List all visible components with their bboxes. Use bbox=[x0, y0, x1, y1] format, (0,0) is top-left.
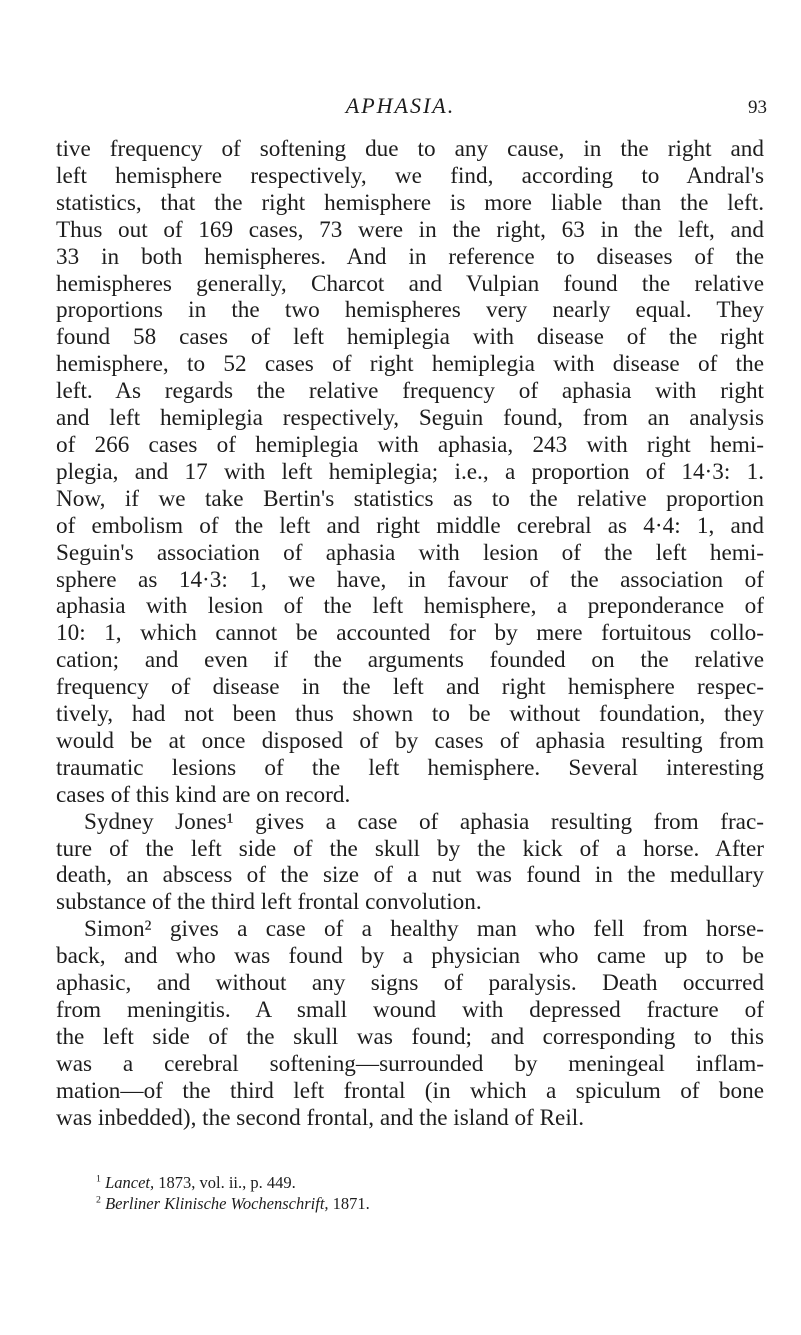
text-line: of embolism of the left and right middle cerebral as 4·4: 1, and bbox=[56, 512, 764, 539]
footnote-detail: 1871. bbox=[332, 1194, 370, 1213]
text-line: hemisphere, to 52 cases of right hemiplegia with disease of the bbox=[56, 351, 764, 378]
text-line: tive frequency of softening due to any cause, in the right and bbox=[56, 136, 764, 162]
text-line: sphere as 14·3: 1, we have, in favour of the association of bbox=[56, 566, 764, 593]
paragraph bbox=[56, 809, 764, 917]
paragraph bbox=[56, 136, 764, 809]
text-line: left. As regards the relative frequency of aphasia with right bbox=[56, 378, 764, 405]
text-line: the left side of the skull was found; and corresponding to this bbox=[56, 1023, 764, 1050]
text-line: cases of this kind are on record. bbox=[56, 781, 351, 808]
page-number: 93 bbox=[748, 97, 767, 118]
footnote-detail: 1873, vol. ii., p. 449. bbox=[158, 1173, 296, 1192]
text-line: and left hemiplegia respectively, Seguin found, from an analysis bbox=[56, 405, 764, 432]
text-line: found 58 cases of left hemiplegia with disease of the right bbox=[56, 324, 764, 351]
text-line: would be at once disposed of by cases of aphasia resulting from bbox=[56, 727, 764, 754]
text-line: 33 in both hemispheres. And in reference to diseases of the bbox=[56, 243, 764, 270]
text-line: traumatic lesions of the left hemisphere. Several interesting bbox=[56, 754, 764, 781]
text-line: cation; and even if the arguments founded on the relative bbox=[56, 647, 764, 674]
text-line: aphasia with lesion of the left hemisphere, a preponderance of bbox=[56, 593, 764, 620]
text-line: frequency of disease in the left and right hemisphere respec- bbox=[56, 674, 764, 701]
text-line: statistics, that the right hemisphere is more liable than the left. bbox=[56, 189, 764, 216]
text-line: proportions in the two hemispheres very nearly equal. They bbox=[56, 297, 764, 324]
text-line: aphasic, and without any signs of paralysis. Death occurred bbox=[56, 970, 764, 997]
text-line: ture of the left side of the skull by the kick of a horse. After bbox=[56, 835, 764, 862]
body-text bbox=[56, 136, 764, 1132]
text-line: Thus out of 169 cases, 73 were in the right, 63 in the left, and bbox=[56, 216, 764, 243]
footnote-mark: 2 bbox=[96, 1194, 101, 1206]
running-head: APHASIA. bbox=[345, 93, 456, 118]
text-line: Simon² gives a case of a healthy man who fell from horse- bbox=[84, 916, 764, 943]
text-line: from meningitis. A small wound with depressed fracture of bbox=[56, 997, 764, 1023]
text-line: tively, had not been thus shown to be without foundation, they bbox=[56, 701, 764, 728]
text-line: Seguin's association of aphasia with lesion of the left hemi- bbox=[56, 539, 764, 566]
text-line: 10: 1, which cannot be accounted for by mere fortuitous collo- bbox=[56, 620, 764, 647]
footnote bbox=[56, 1193, 764, 1214]
text-line: hemispheres generally, Charcot and Vulpian found the relative bbox=[56, 270, 764, 297]
footnote-source: Berliner Klinische Wochenschrift, bbox=[105, 1194, 329, 1213]
footnote bbox=[56, 1172, 764, 1193]
text-line: mation—of the third left frontal (in which a spiculum of bone bbox=[56, 1077, 764, 1104]
text-line: plegia, and 17 with left hemiplegia; i.e., a proportion of 14·3: 1. bbox=[56, 458, 764, 485]
text-line: substance of the third left frontal convolution. bbox=[56, 889, 482, 916]
footnote-mark: 1 bbox=[96, 1173, 101, 1185]
paragraph bbox=[56, 916, 764, 1131]
footnotes bbox=[56, 1172, 764, 1214]
text-line: left hemisphere respectively, we find, according to Andral's bbox=[56, 162, 764, 189]
text-line: Now, if we take Bertin's statistics as to the relative proportion bbox=[56, 485, 764, 512]
text-line: of 266 cases of hemiplegia with aphasia, 243 with right hemi- bbox=[56, 431, 764, 458]
text-line: was a cerebral softening—surrounded by meningeal inflam- bbox=[56, 1050, 764, 1077]
text-line: death, an abscess of the size of a nut was found in the medullary bbox=[56, 862, 764, 889]
text-line: Sydney Jones¹ gives a case of aphasia resulting from frac- bbox=[84, 808, 764, 835]
footnote-source: Lancet, bbox=[105, 1173, 155, 1192]
text-line: was inbedded), the second frontal, and the island of Reil. bbox=[56, 1104, 585, 1131]
text-line: back, and who was found by a physician who came up to be bbox=[56, 943, 764, 970]
